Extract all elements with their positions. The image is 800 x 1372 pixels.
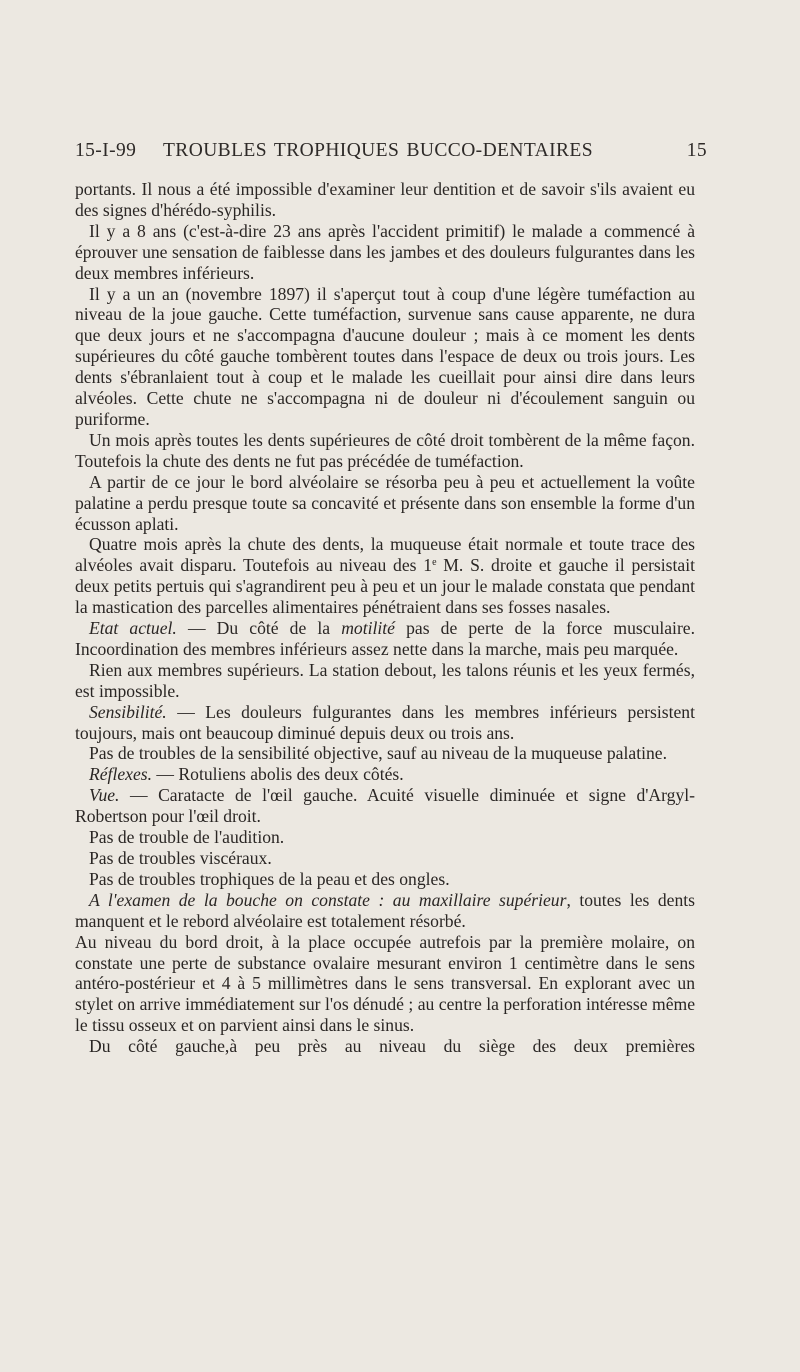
- paragraph-text: , toutes les dents manquent et le rebord alvéolaire est totalement résorbé.: [75, 889, 695, 931]
- paragraph-text: — Caratacte de l'œil gauche. Acuité visuelle diminuée et signe d'Argyl-Robertson pour l'œil droit.: [75, 785, 695, 827]
- paragraph: [75, 534, 695, 618]
- paragraph: [75, 702, 695, 744]
- paragraph: Pas de troubles trophiques de la peau et des ongles.: [89, 868, 450, 889]
- section-heading: Etat actuel.: [89, 618, 177, 639]
- paragraph: [75, 618, 695, 660]
- paragraph: Du côté gauche,à peu près au niveau du siège des deux premières: [89, 1036, 695, 1057]
- paragraph: Un mois après toutes les dents supérieures de côté droit tombèrent de la même façon. Toutefois la chute des dents ne fut pas précédée de tuméfaction.: [75, 429, 695, 471]
- emphasis: motilité: [341, 618, 395, 639]
- paragraph: A partir de ce jour le bord alvéolaire se résorba peu à peu et actuellement la voûte palatine a perdu presque toute sa concavité et présente dans son ensemble la forme d'un écusson aplati.: [75, 471, 695, 534]
- body-text: [75, 179, 695, 1057]
- paragraph: [75, 764, 695, 785]
- paragraph-text: M. S. droite et gauche il persistait deux petits pertuis qui s'agrandirent peu à peu et un jour le malade constata que pendant la mastication des parcelles alimentaires pénétraient dans ses fosses nasales.: [75, 555, 695, 618]
- header-title: TROUBLES TROPHIQUES BUCCO-DENTAIRES: [163, 140, 593, 161]
- header-date: 15-I-99: [75, 140, 137, 161]
- section-heading: Sensibilité.: [89, 701, 167, 722]
- section-heading: Vue.: [89, 785, 120, 806]
- section-heading: A l'examen de la bouche on constate : au maxillaire supérieur: [89, 889, 567, 910]
- paragraph-text: Quatre mois après la chute des dents, la muqueuse était normale et toute trace des alvéoles avait disparu. Toutefois au niveau des 1: [75, 534, 695, 576]
- paragraph: [75, 890, 695, 932]
- paragraph-text: — Du côté de la: [176, 618, 342, 639]
- paragraph: [75, 785, 695, 827]
- paragraph: Pas de troubles de la sensibilité objective, sauf au niveau de la muqueuse palatine.: [89, 743, 667, 764]
- paragraph: Pas de trouble de l'audition.: [89, 827, 285, 848]
- paragraph: Au niveau du bord droit, à la place occupée autrefois par la première molaire, on constate une perte de substance ovalaire mesurant environ 1 centimètre dans le sens antéro-postérieur et 4 à 5 millimètres dans le sens transversal. En explorant avec un stylet on arrive immédiatement sur l'os dénudé ; au centre la perforation intéresse même le tissu osseux et on parvient ainsi dans le sinus.: [75, 931, 695, 1036]
- superscript: e: [432, 557, 437, 569]
- paragraph-text: — Les douleurs fulgurantes dans les membres inférieurs persistent toujours, mais ont beaucoup diminué depuis deux ou trois ans.: [75, 701, 695, 743]
- section-heading: Réflexes.: [89, 764, 153, 785]
- paragraph-text: — Rotuliens abolis des deux côtés.: [152, 764, 404, 785]
- page-number: 15: [686, 140, 707, 161]
- paragraph: portants. Il nous a été impossible d'examiner leur dentition et de savoir s'ils avaient eu des signes d'hérédo-syphilis.: [75, 179, 695, 220]
- paragraph: Rien aux membres supérieurs. La station debout, les talons réunis et les yeux fermés, est impossible.: [75, 659, 695, 701]
- paragraph: Pas de troubles viscéraux.: [89, 848, 272, 868]
- paragraph-text: pas de perte de la force musculaire. Incoordination des membres inférieurs assez nette dans la marche, mais peu marquée.: [75, 618, 696, 659]
- paragraph: Il y a 8 ans (c'est-à-dire 23 ans après l'accident primitif) le malade a commencé à éprouver une sensation de faiblesse dans les jambes et des douleurs fulgurantes dans les deux membres inférieurs.: [75, 220, 695, 283]
- paragraph: Il y a un an (novembre 1897) il s'aperçut tout à coup d'une légère tuméfaction au niveau de la joue gauche. Cette tuméfaction, survenue sans cause apparente, ne dura que deux jours et ne s'accompagna d'aucune douleur ; mais à ce moment les dents supérieures du côté gauche tombèrent toutes dans l'espace de deux ou trois jours. Les dents s'ébranlaient tout à coup et le malade les cueillait pour ainsi dire dans leurs alvéoles. Cette chute ne s'accompagna ni de douleur ni d'écoulement sanguin ou puriforme.: [75, 283, 695, 429]
